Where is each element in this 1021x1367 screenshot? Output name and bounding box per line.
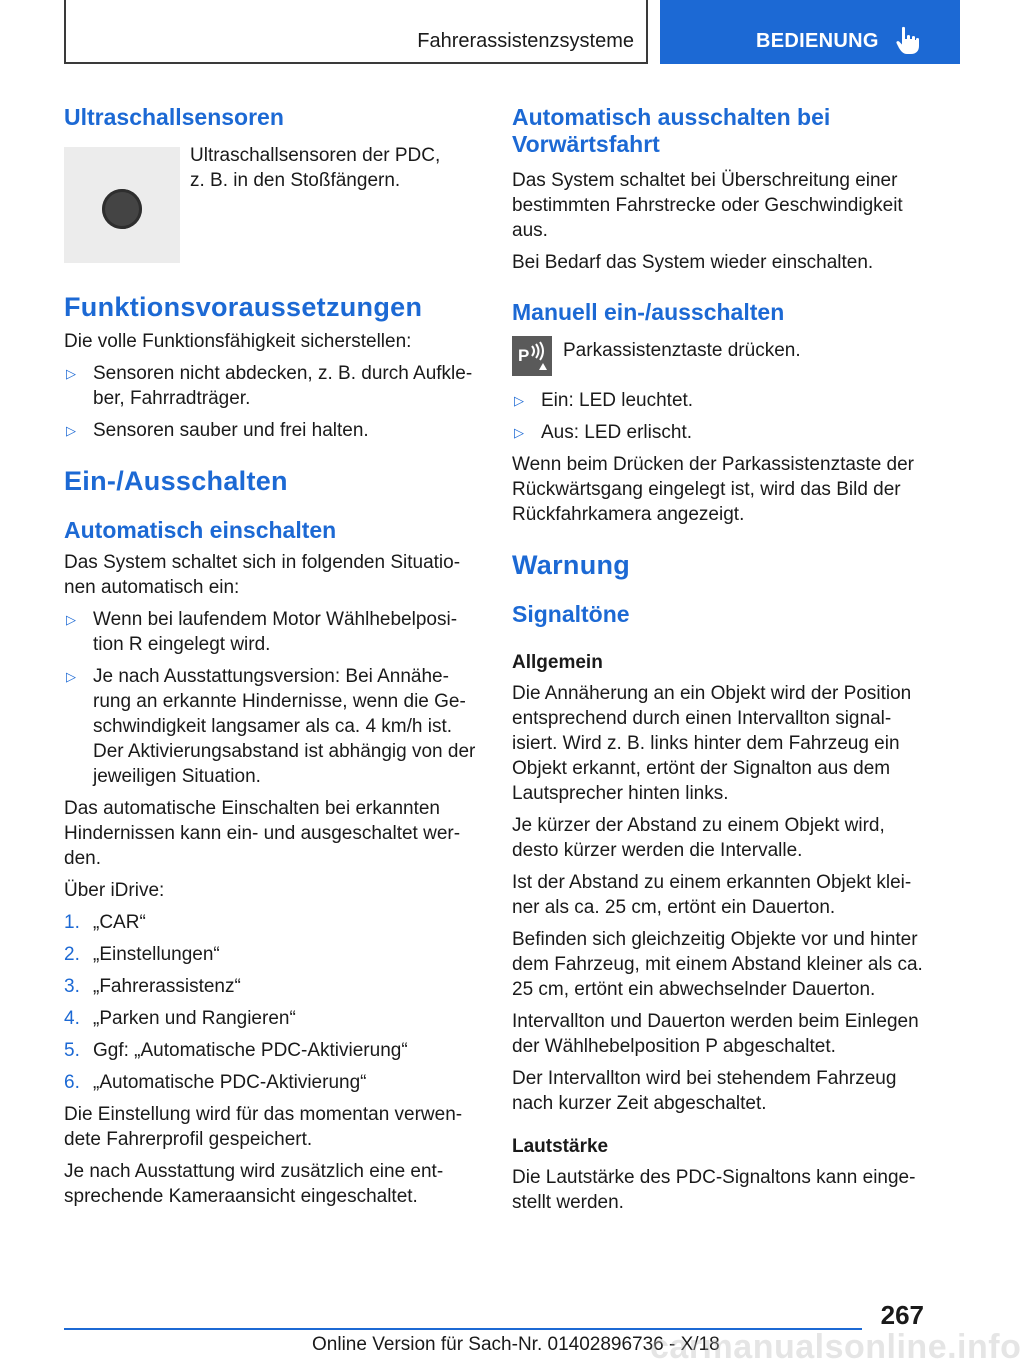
pdc-button-figure [512, 336, 924, 376]
footer-online-version: Online Version für Sach-Nr. 01402896736 - X/18 [312, 1334, 720, 1355]
page-number: 267 [880, 1300, 924, 1330]
camera-note: Je nach Ausstattung wird zusätzlich eine entsprechende Kameraansicht eingeschaltet. [64, 1161, 444, 1207]
signal-tones-heading: Signaltöne [512, 601, 630, 627]
list-item: 4. „Parken und Rangieren“ [64, 1008, 296, 1029]
list-item: ▷ Ein: LED leuchtet. [514, 390, 694, 411]
ultrasonic-sensors-heading: Ultraschallsensoren [64, 104, 284, 130]
list-item: 5. Ggf: „Automatische PDC-Aktivierung“ [64, 1040, 408, 1061]
warning-heading: Warnung [512, 550, 631, 580]
ultrasonic-sensor-image [64, 147, 180, 263]
triangle-bullet-icon: ▷ [66, 366, 76, 381]
idrive-label: Über iDrive: [64, 880, 165, 901]
triangle-bullet-icon: ▷ [66, 423, 76, 438]
stored-note: Die Einstellung wird für das momentan verwendete Fahrerprofil gespeichert. [64, 1104, 463, 1150]
hand-pointer-icon [896, 26, 922, 56]
auto-on-note: Das automatische Einschalten bei erkannten Hindernissen kann ein- und ausgeschaltet werden. [64, 798, 461, 869]
general-text-3: Ist der Abstand zu einem erkannten Objekt kleiner als ca. 25 cm, ertönt ein Dauerton. [512, 872, 912, 918]
volume-text: Die Lautstärke des PDC-Signaltons kann eingestellt werden. [512, 1167, 916, 1213]
list-item: ▷ Sensoren sauber und frei halten. [66, 420, 369, 441]
general-text-2: Je kürzer der Abstand zu einem Objekt wird, desto kürzer werden die Intervalle. [512, 815, 885, 861]
list-item: 6. „Automatische PDC-Aktivierung“ [64, 1072, 367, 1093]
list-item: 2. „Einstellungen“ [64, 944, 220, 965]
list-item: 3. „Fahrerassistenz“ [64, 976, 241, 997]
manual-note: Wenn beim Drücken der Parkassistenztaste der Rückwärtsgang eingelegt ist, wird das Bild der Rückfahrkamera angezeigt. [512, 454, 914, 525]
auto-off-text-2: Bei Bedarf das System wieder einschalten. [512, 252, 874, 273]
right-column [512, 104, 924, 1222]
on-off-heading: Ein-/Ausschalten [64, 466, 288, 496]
triangle-bullet-icon: ▷ [514, 393, 524, 408]
requirements-intro: Die volle Funktionsfähigkeit sicherstellen: [64, 331, 412, 352]
triangle-bullet-icon: ▷ [514, 425, 524, 440]
list-item: ▷ Wenn bei laufendem Motor Wählhebelposition R eingelegt wird. [66, 609, 458, 655]
general-text-6: Der Intervallton wird bei stehendem Fahrzeug nach kurzer Zeit abgeschaltet. [512, 1068, 897, 1114]
header-chapter-tab [660, 0, 960, 64]
watermark: carmanualsonline.info [650, 1328, 1021, 1366]
park-assist-button-icon [512, 336, 552, 376]
idrive-steps [64, 910, 478, 1095]
auto-on-intro: Das System schaltet sich in folgenden Situationen automatisch ein: [64, 552, 461, 598]
manual-heading: Manuell ein-/ausschalten [512, 299, 785, 325]
triangle-bullet-icon: ▷ [66, 669, 76, 684]
list-item: 1. „CAR“ [64, 912, 146, 933]
auto-on-heading: Automatisch einschalten [64, 517, 337, 543]
svg-text:P: P [518, 346, 530, 365]
auto-off-text: Das System schaltet bei Überschreitung einer bestimmten Fahrstrecke oder Geschwindigkeit aus. [512, 170, 903, 241]
general-text-5: Intervallton und Dauerton werden beim Einlegen der Wählhebelposition P abgeschaltet. [512, 1011, 919, 1057]
ultrasonic-sensor-figure [64, 129, 478, 263]
list-item: ▷ Sensoren nicht abdecken, z. B. durch Aufkleber, Fahrradträger. [66, 363, 473, 409]
list-item: ▷ Aus: LED erlischt. [514, 422, 692, 443]
sensor-disc-icon [102, 189, 142, 229]
auto-off-heading: Automatisch ausschalten bei Vorwärtsfahrt [512, 104, 831, 157]
manual-list [512, 388, 924, 445]
park-assist-button-caption: Parkassistenztaste drücken. [563, 340, 801, 361]
ultrasonic-sensor-caption: Ultraschallsensoren der PDC, z. B. in den Stoßfängern. [190, 145, 441, 191]
requirements-heading: Funktionsvoraussetzungen [64, 292, 423, 322]
general-text-1: Die Annäherung an ein Objekt wird der Position entsprechend durch einen Intervallton signalisiert. Wird z. B. links hinter dem Fahrzeug ein Objekt erkannt, ertönt der Signalton aus dem Lautsprecher hinten links. [512, 683, 912, 804]
triangle-bullet-icon: ▷ [66, 612, 76, 627]
volume-heading: Lautstärke [512, 1136, 609, 1157]
header-chapter-label: BEDIENUNG [756, 30, 879, 52]
header-section-tab [64, 0, 648, 64]
list-item: ▷ Je nach Ausstattungsversion: Bei Annäherung an erkannte Hindernisse, wenn die Geschwindigkeit langsamer als ca. 4 km/h ist. Der Aktivierungsabstand ist abhängig von der jeweiligen Situation. [66, 666, 476, 787]
auto-on-list [64, 607, 478, 789]
header-section-label: Fahrerassistenzsysteme [417, 30, 634, 52]
general-heading: Allgemein [512, 652, 603, 673]
left-column [64, 104, 478, 1216]
general-text-4: Befinden sich gleichzeitig Objekte vor und hinter dem Fahrzeug, mit einem Abstand kleiner als ca. 25 cm, ertönt ein abwechselnder Dauerton. [512, 929, 923, 1000]
requirements-list [64, 361, 478, 443]
